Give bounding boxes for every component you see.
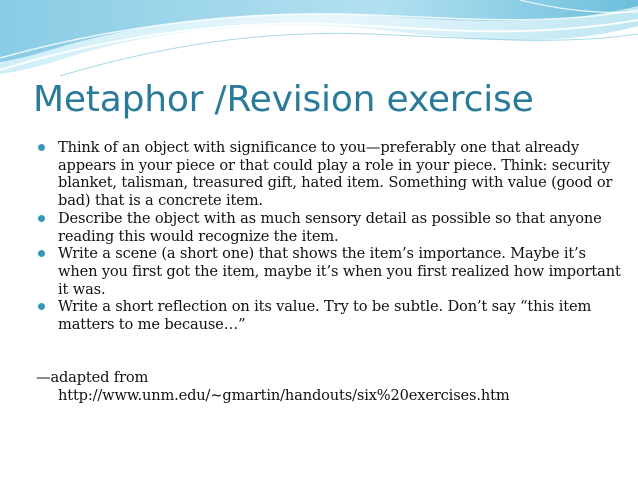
bullet-dot-icon <box>38 250 45 257</box>
bullet-list <box>36 139 626 334</box>
bullet-item <box>36 245 626 298</box>
bullet-text: Write a short reflection on its value. Try to be subtle. Don’t say “this item matters to me because…” <box>58 298 592 334</box>
header-wave-decoration <box>0 0 638 84</box>
attribution-prefix: —adapted from <box>36 369 149 386</box>
bullet-text: Write a scene (a short one) that shows the item’s importance. Maybe it’s when you first got the item, maybe it’s when you first realized how important it was. <box>58 245 621 298</box>
bullet-item <box>36 298 626 333</box>
attribution <box>36 369 636 404</box>
slide-title: Metaphor /Revision exercise <box>33 79 534 120</box>
bullet-text: Think of an object with significance to you—preferably one that already appears in your piece or that could play a role in your piece. Think: security blanket, talisman, treasured gift, hated item. Something with value (good or bad) that is a concrete item. <box>58 139 613 210</box>
bullet-item <box>36 210 626 245</box>
bullet-dot-icon <box>38 144 45 151</box>
bullet-text: Describe the object with as much sensory detail as possible so that anyone reading this would recognize the item. <box>58 209 602 245</box>
bullet-dot-icon <box>38 215 45 222</box>
attribution-url: http://www.unm.edu/~gmartin/handouts/six%20exercises.htm <box>58 386 510 404</box>
bullet-item <box>36 139 626 210</box>
bullet-dot-icon <box>38 303 45 310</box>
wave-line-3 <box>60 33 638 76</box>
